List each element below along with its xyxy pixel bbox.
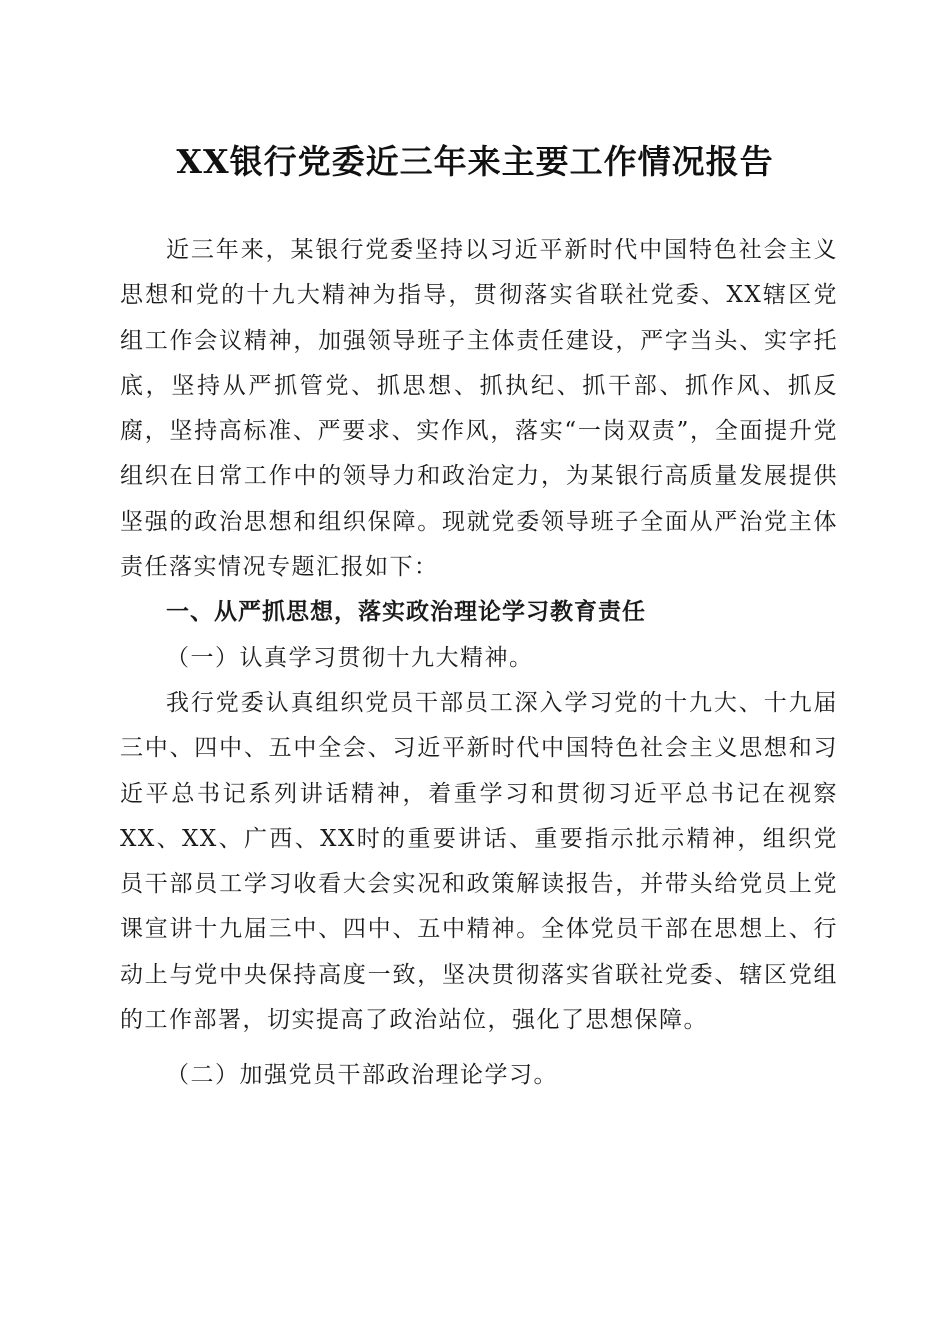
document-title: XX银行党委近三年来主要工作情况报告 xyxy=(176,142,774,181)
subsection-1-paragraph: 我行党委认真组织党员干部员工深入学习党的十九大、十九届三中、四中、五中全会、习近平新时代中国特色社会主义思想和习近平总书记系列讲话精神，着重学习和贯彻习近平总书记在视察XX、XX、广西、XX时的重要讲话、重要指示批示精神，组织党员干部员工学习收看大会实况和政策解读报告，并带头给党员上党课宣讲十九届三中、四中、五中精神。全体党员干部在思想上、行动上与党中央保持高度一致，坚决贯彻落实省联社党委、辖区党组的工作部署，切实提高了政治站位，强化了思想保障。 xyxy=(120,689,838,1034)
subsection-heading-1: （一）认真学习贯彻十九大精神。 xyxy=(166,644,534,671)
paragraph-spacer xyxy=(120,1043,838,1053)
document-body xyxy=(120,228,838,1099)
intro-paragraph: 近三年来，某银行党委坚持以习近平新时代中国特色社会主义思想和党的十九大精神为指导，贯彻落实省联社党委、XX辖区党组工作会议精神，加强领导班子主体责任建设，严字当头、实字托底，坚持从严抓管党、抓思想、抓执纪、抓干部、抓作风、抓反腐，坚持高标准、严要求、实作风，落实“一岗双责”，全面提升党组织在日常工作中的领导力和政治定力，为某银行高质量发展提供坚强的政治思想和组织保障。现就党委领导班子全面从严治党主体责任落实情况专题汇报如下： xyxy=(120,237,838,581)
subsection-heading-2: （二）加强党员干部政治理论学习。 xyxy=(166,1062,558,1089)
section-heading-1: 一、从严抓思想，落实政治理论学习教育责任 xyxy=(166,599,646,626)
